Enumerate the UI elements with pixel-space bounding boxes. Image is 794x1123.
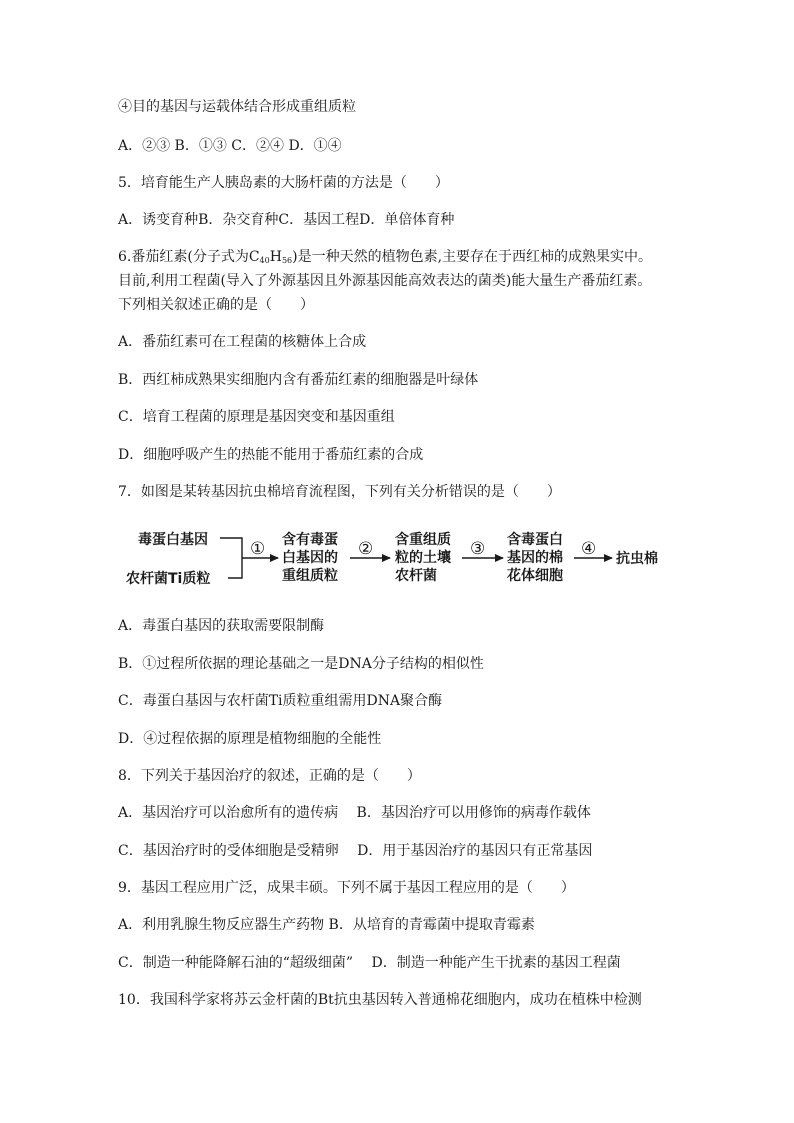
line-q6-stem-3: 下列相关叙述正确的是（ ） (118, 297, 314, 313)
stage3-line2: 基因的棉 (507, 550, 563, 566)
line-q10-stem: 10．我国科学家将苏云金杆菌的Bt抗虫基因转入普通棉花细胞内，成功在植株中检测 (118, 992, 642, 1008)
stage1-line2: 白基因的 (282, 550, 338, 566)
q6-sub-40: 40 (259, 256, 270, 265)
stage2-line3: 农杆菌 (395, 568, 437, 584)
line-q6-option-b: B．西红柿成熟果实细胞内含有番茄红素的细胞器是叶绿体 (118, 372, 479, 388)
stage3-line3: 花体细胞 (507, 568, 563, 584)
line-q9-options-cd: C．制造一种能降解石油的“超级细菌” D．制造一种能产生干扰素的基因工程菌 (118, 955, 621, 971)
line-q6-option-a: A．番茄红素可在工程菌的核糖体上合成 (118, 334, 367, 350)
result-bt-cotton: 抗虫棉 (616, 551, 658, 567)
line-q8-stem: 8．下列关于基因治疗的叙述，正确的是（ ） (118, 768, 421, 784)
stage1-line3: 重组质粒 (282, 568, 338, 584)
line-q6-stem-2: 目前,利用工程菌(导入了外源基因且外源基因能高效表达的菌类)能大量生产番茄红素。 (118, 273, 652, 289)
line-q9-stem: 9．基因工程应用广泛，成果丰硕。下列不属于基因工程应用的是（ ） (118, 880, 575, 896)
step-1-label: ① (250, 539, 266, 559)
line-q9-options-ab: A．利用乳腺生物反应器生产药物 B．从培育的青霉菌中提取青霉素 (118, 917, 535, 933)
line-q8-options-cd: C．基因治疗时的受体细胞是受精卵 D．用于基因治疗的基因只有正常基因 (118, 843, 593, 859)
stage1-line1: 含有毒蛋 (282, 532, 338, 548)
line-q7-option-b: B．①过程所依据的理论基础之一是DNA分子结构的相似性 (118, 656, 484, 672)
flowchart-svg (118, 522, 678, 594)
stage2-line2: 粒的土壤 (395, 550, 451, 566)
step-3-label: ③ (470, 539, 486, 559)
line-q6-option-c: C．培育工程菌的原理是基因突变和基因重组 (118, 409, 395, 425)
flowchart-bt-cotton (118, 522, 678, 594)
line-q7-option-d: D．④过程依据的原理是植物细胞的全能性 (118, 731, 382, 747)
input-toxin-gene: 毒蛋白基因 (138, 532, 208, 548)
stage2-line1: 含重组质 (395, 532, 451, 548)
line-q5-options: A．诱变育种B．杂交育种C．基因工程D．单倍体育种 (118, 212, 455, 228)
merge-bracket (220, 538, 242, 578)
step-4-label: ④ (581, 539, 597, 559)
line-q7-stem: 7．如图是某转基因抗虫棉培育流程图，下列有关分析错误的是（ ） (118, 484, 561, 500)
q6-stem-h: H (269, 249, 282, 265)
stage3-line1: 含毒蛋白 (507, 532, 563, 548)
line-q5-stem: 5．培育能生产人胰岛素的大肠杆菌的方法是（ ） (118, 175, 449, 191)
line-q6-option-d: D．细胞呼吸产生的热能不能用于番茄红素的合成 (118, 447, 424, 463)
line-q4-options: A．②③ B．①③ C．②④ D．①④ (118, 138, 342, 154)
input-ti-plasmid: 农杆菌Ti质粒 (126, 571, 211, 587)
q6-sub-56: 56 (281, 256, 293, 265)
line-q4-item4: ④目的基因与运载体结合形成重组质粒 (118, 99, 356, 115)
line-q7-option-a: A．毒蛋白基因的获取需要限制酶 (118, 618, 325, 634)
q6-stem-part2: )是一种天然的植物色素,主要存在于西红柿的成熟果实中。 (292, 249, 653, 265)
line-q6-stem-1 (118, 248, 652, 270)
line-q8-options-ab: A．基因治疗可以治愈所有的遗传病 B．基因治疗可以用修饰的病毒作载体 (118, 805, 591, 821)
line-q7-option-c: C．毒蛋白基因与农杆菌Ti质粒重组需用DNA聚合酶 (118, 693, 443, 709)
step-2-label: ② (358, 539, 374, 559)
q6-stem-part1: 6.番茄红素(分子式为C (118, 249, 260, 265)
